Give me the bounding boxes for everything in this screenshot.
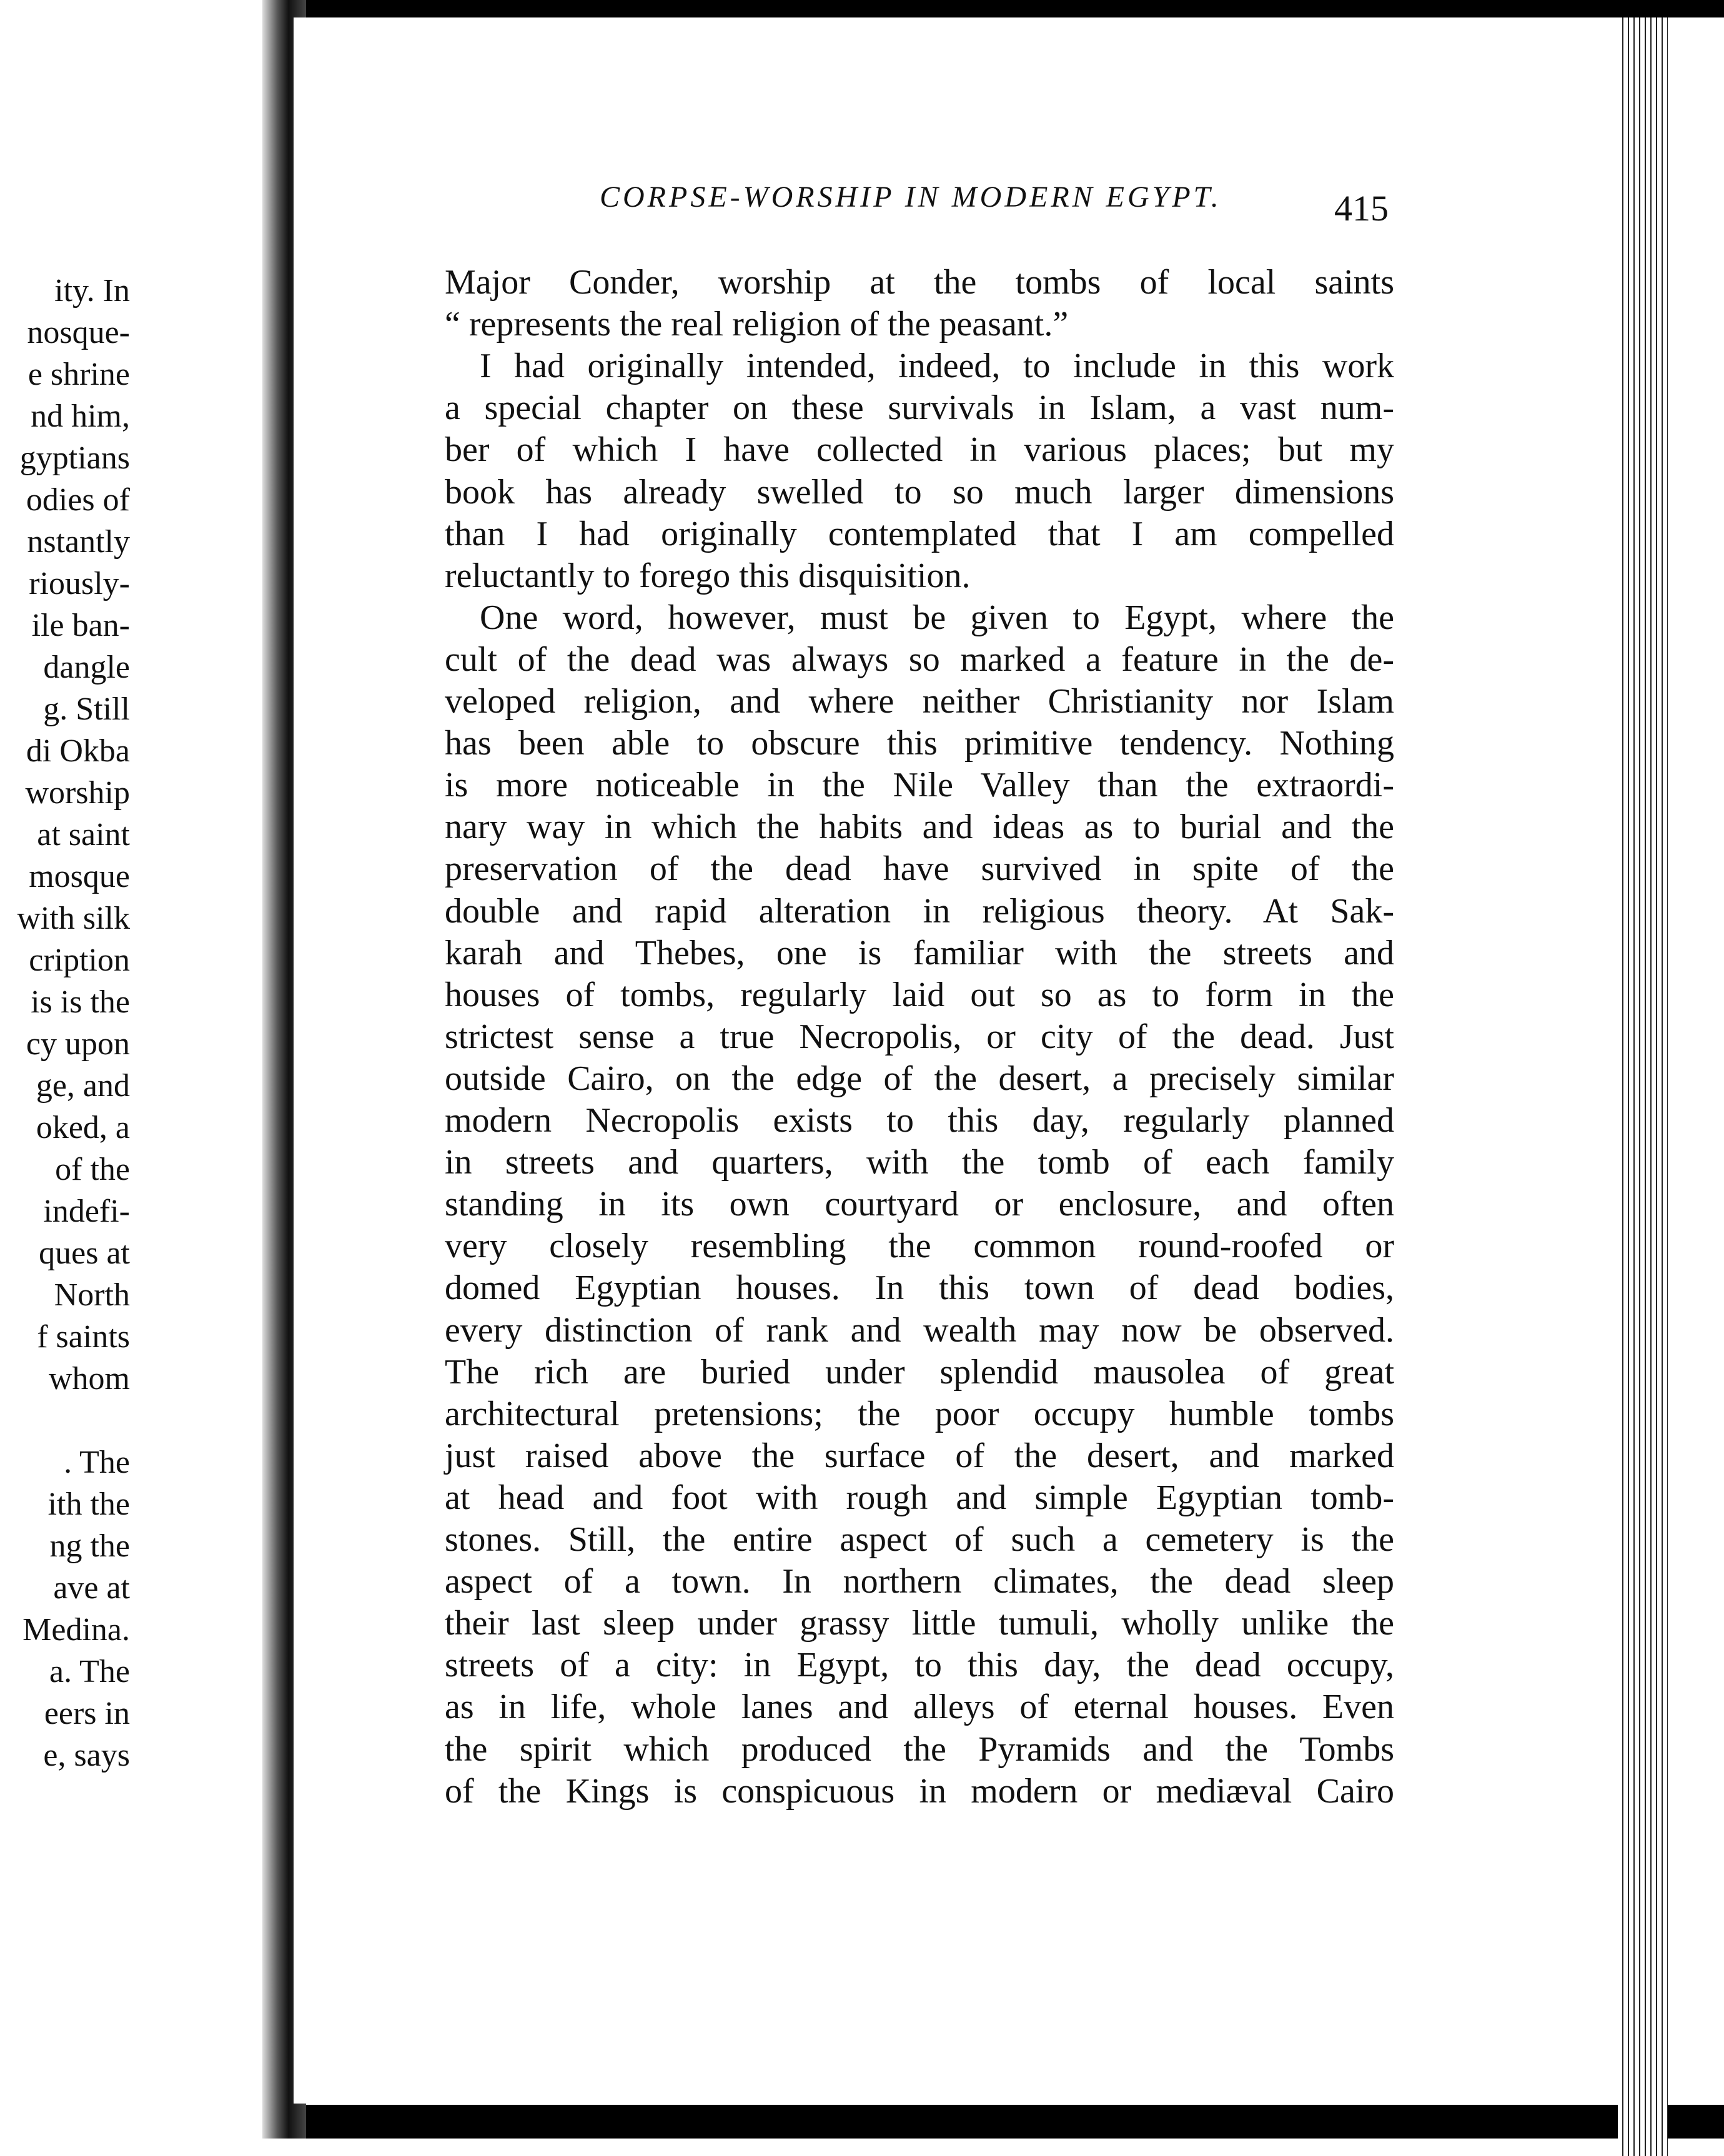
text-line: architectural pretensions; the poor occupy humble tombs — [445, 1394, 1394, 1433]
text-line: than I had originally contemplated that I am compelled — [445, 514, 1394, 553]
text-line: ber of which I have collected in various places; but my — [445, 430, 1394, 470]
text-line: preservation of the dead have survived in spite of the — [445, 849, 1394, 889]
text-line: cult of the dead was always so marked a feature in the de- — [445, 640, 1394, 679]
facing-page-line: is is the — [31, 984, 130, 1020]
text-line: double and rapid alteration in religious theory. At Sak- — [445, 891, 1394, 931]
facing-page-line: odies of — [26, 482, 130, 518]
text-line: at head and foot with rough and simple Egyptian tomb- — [445, 1478, 1394, 1517]
facing-page-line: nstantly — [27, 524, 130, 560]
facing-page-line: ity. In — [54, 273, 130, 309]
facing-page-line: cy upon — [26, 1026, 130, 1062]
facing-page-line: e shrine — [27, 357, 130, 392]
facing-page-line: ge, and — [36, 1068, 130, 1104]
text-line: reluctantly to forego this disquisition. — [445, 556, 971, 595]
facing-page-line: indefi- — [43, 1194, 130, 1229]
facing-page-line: ith the — [47, 1486, 130, 1522]
text-line: standing in its own courtyard or enclosure, and often — [445, 1185, 1394, 1224]
text-line: their last sleep under grassy little tumuli, wholly unlike the — [445, 1604, 1394, 1643]
facing-page-line: riously- — [29, 566, 130, 601]
facing-page-line: of the — [55, 1152, 130, 1187]
text-line: outside Cairo, on the edge of the desert, a precisely similar — [445, 1059, 1394, 1098]
facing-page-line: ile ban- — [31, 608, 130, 643]
text-line: “ represents the real religion of the peasant.” — [445, 305, 1069, 344]
text-line: book has already swelled to so much larger dimensions — [445, 472, 1394, 512]
text-line: modern Necropolis exists to this day, regularly planned — [445, 1101, 1394, 1140]
facing-page-line: a. The — [49, 1654, 130, 1689]
text-line: of the Kings is conspicuous in modern or mediæval Cairo — [445, 1771, 1394, 1811]
text-line: aspect of a town. In northern climates, the dead sleep — [445, 1562, 1394, 1601]
page-number: 415 — [1334, 188, 1389, 229]
text-line: nary way in which the habits and ideas as to burial and the — [445, 808, 1394, 847]
facing-page-line: nosque- — [27, 315, 130, 350]
facing-page-line: nd him, — [31, 398, 130, 434]
facing-page-line: ng the — [49, 1528, 130, 1564]
facing-page-left — [0, 0, 275, 2139]
text-line: a special chapter on these survivals in Islam, a vast num- — [445, 388, 1394, 428]
text-line: One word, however, must be given to Egypt, where the — [480, 598, 1394, 637]
facing-page-line: . The — [64, 1445, 130, 1480]
text-line: Major Conder, worship at the tombs of local saints — [445, 263, 1394, 302]
text-line: veloped religion, and where neither Christianity nor Islam — [445, 682, 1394, 721]
text-line: just raised above the surface of the desert, and marked — [445, 1436, 1394, 1475]
facing-page-line: Medina. — [22, 1612, 130, 1648]
text-line: the spirit which produced the Pyramids and the Tombs — [445, 1729, 1394, 1769]
facing-page-line: North — [54, 1277, 130, 1313]
page-edges — [1618, 17, 1668, 2156]
text-line: as in life, whole lanes and alleys of eternal houses. Even — [445, 1688, 1394, 1727]
text-line: domed Egyptian houses. In this town of dead bodies, — [445, 1268, 1394, 1308]
text-line: has been able to obscure this primitive tendency. Nothing — [445, 724, 1394, 763]
facing-page-line: f saints — [37, 1319, 130, 1355]
facing-page-line: gyptians — [19, 440, 130, 476]
facing-page-line: at saint — [37, 817, 130, 853]
text-line: karah and Thebes, one is familiar with the streets and — [445, 933, 1394, 972]
facing-page-line: ave at — [53, 1570, 130, 1606]
text-line: every distinction of rank and wealth may now be observed. — [445, 1310, 1394, 1350]
text-line: I had originally intended, indeed, to include in this work — [480, 347, 1394, 386]
text-line: streets of a city: in Egypt, to this day, the dead occupy, — [445, 1646, 1394, 1685]
facing-page-line: g. Still — [43, 691, 130, 727]
facing-page-line: oked, a — [36, 1110, 130, 1145]
facing-page-line: with silk — [17, 901, 130, 936]
facing-page-line: e, says — [43, 1738, 130, 1773]
facing-page-line: dangle — [43, 650, 130, 685]
facing-page-line: di Okba — [26, 733, 130, 769]
running-title: CORPSE-WORSHIP IN MODERN EGYPT. — [600, 180, 1222, 214]
facing-page-line: cription — [29, 942, 130, 978]
facing-page-line: worship — [25, 775, 130, 811]
text-line: houses of tombs, regularly laid out so as to form in the — [445, 975, 1394, 1014]
facing-page-line: ques at — [39, 1235, 130, 1271]
text-line: strictest sense a true Necropolis, or city of the dead. Just — [445, 1017, 1394, 1056]
text-line: in streets and quarters, with the tomb of each family — [445, 1143, 1394, 1182]
facing-page-line: whom — [49, 1361, 130, 1397]
facing-page-line: eers in — [44, 1696, 130, 1731]
text-line: very closely resembling the common round-roofed or — [445, 1227, 1394, 1266]
text-line: stones. Still, the entire aspect of such a cemetery is the — [445, 1520, 1394, 1559]
facing-page-line: mosque — [29, 859, 130, 894]
text-line: The rich are buried under splendid mausolea of great — [445, 1352, 1394, 1392]
text-line: is more noticeable in the Nile Valley than the extraordi- — [445, 766, 1394, 805]
